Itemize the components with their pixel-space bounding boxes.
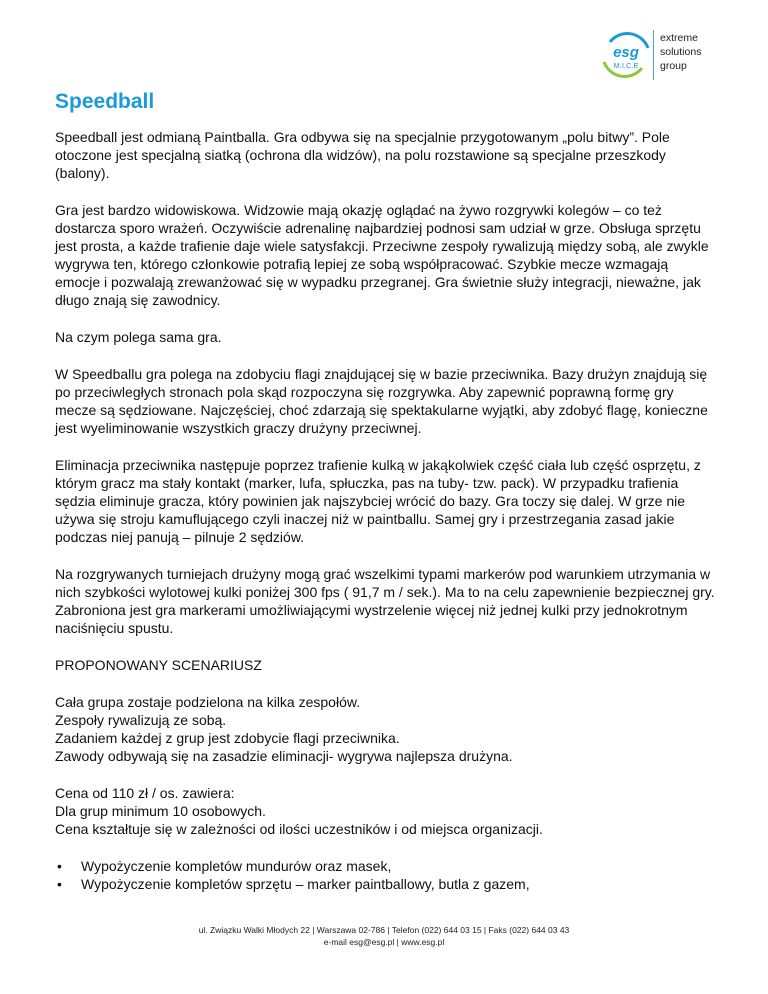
company-logo xyxy=(600,28,730,84)
list-item-text: Wypożyczenie kompletów mundurów oraz masek, xyxy=(81,858,392,874)
logo-line: group xyxy=(660,60,687,72)
bullet-icon: • xyxy=(57,876,62,892)
logo-line: extreme xyxy=(660,32,698,44)
page-title: Speedball xyxy=(55,90,155,113)
logo-divider xyxy=(653,30,654,80)
document-body xyxy=(55,90,715,893)
logo-sub-text: M.I.C.E xyxy=(613,61,639,70)
list-item-text: Wypożyczenie kompletów sprzętu – marker paintballowy, butla z gazem, xyxy=(81,876,530,892)
footer-address: ul. Związku Walki Młodych 22 | Warszawa 02-786 | Telefon (022) 644 03 15 | Faks (022) 644 03 43 xyxy=(198,925,570,935)
paragraph-rules: W Speedballu gra polega na zdobyciu flagi znajdującej się w bazie przeciwnika. Bazy drużyn znajdują się po przeciwległych stronach pola skąd rozpoczyna się rozgrywka. Aby zapewnić poprawną formę gry mecze są sędziowane. Najczęściej, choć zdarzają się spektakularne wyjątki, aby zdobyć flagę, konieczne jest wyeliminowanie wszystkich graczy drużyny przeciwnej. xyxy=(55,366,708,436)
logo-wordmark xyxy=(660,31,701,73)
list-item xyxy=(55,875,715,893)
paragraph-intro: Speedball jest odmianą Paintballa. Gra odbywa się na specjalnie przygotowanym „polu bitwy”. Pole otoczone jest specjalną siatką (ochrona dla widzów), na polu rozstawione są specjalne przeszkody (balony). xyxy=(55,129,670,181)
paragraph-spectacle: Gra jest bardzo widowiskowa. Widzowie mają okazję oglądać na żywo rozgrywki kolegów – co też dostarcza sporo wrażeń. Oczywiście adrenalinę najbardziej podnosi sam udział w grze. Obsługa sprzętu jest prosta, a każde trafienie daje wiele satysfakcji. Przeciwne zespoły rywalizują między sobą, ale zwykle wygrywa ten, którego członkowie potrafią lepiej ze sobą współpracować. Szybkie mecze wzmagają emocje i pozwalają zrewanżować się w wypadku przegranej. Gra świetnie służy integracji, nieważne, jak długo znają się zawodnicy. xyxy=(55,202,709,308)
price-line: Cena kształtuje się w zależności od ilości uczestników i od miejsca organizacji. xyxy=(55,821,543,837)
esg-logo-mark xyxy=(600,32,652,78)
price-block xyxy=(55,784,715,838)
scenario-line: Cała grupa zostaje podzielona na kilka zespołów. xyxy=(55,694,361,710)
logo-mark-text: esg xyxy=(613,44,639,61)
paragraph-question: Na czym polega sama gra. xyxy=(55,329,222,345)
bullet-icon: • xyxy=(57,858,62,874)
included-items-list xyxy=(55,857,715,893)
paragraph-elimination: Eliminacja przeciwnika następuje poprzez trafienie kulką w jakąkolwiek część ciała lub część osprzętu, z którym gracz ma stały kontakt (marker, lufa, spłuczka, pas na tuby- tzw. pack). W przypadku trafienia sędzia eliminuje gracza, który powinien jak najszybciej wrócić do bazy. Gra toczy się dalej. W grze nie używa się stroju kamuflującego czyli inaczej niż w paintballu. Samej gry i przestrzegania zasad jakie podczas niej panują – pilnuje 2 sędziów. xyxy=(55,457,701,545)
page-footer xyxy=(0,924,768,948)
price-line: Cena od 110 zł / os. zawiera: xyxy=(55,785,235,801)
footer-contact: e-mail esg@esg.pl | www.esg.pl xyxy=(323,937,445,947)
scenario-line: Zespoły rywalizują ze sobą. xyxy=(55,712,227,728)
scenario-line: Zawody odbywają się na zasadzie eliminacji- wygrywa najlepsza drużyna. xyxy=(55,748,513,764)
scenario-line: Zadaniem każdej z grup jest zdobycie flagi przeciwnika. xyxy=(55,730,400,746)
logo-line: solutions xyxy=(660,46,702,58)
scenario-block xyxy=(55,693,715,765)
section-heading-scenario: PROPONOWANY SCENARIUSZ xyxy=(55,657,262,673)
price-line: Dla grup minimum 10 osobowych. xyxy=(55,803,266,819)
list-item xyxy=(55,857,715,875)
paragraph-markers: Na rozgrywanych turniejach drużyny mogą grać wszelkimi typami markerów pod warunkiem utrzymania w nich szybkości wylotowej kulki poniżej 300 fps ( 91,7 m / sek.). Ma to na celu zapewnienie bezpiecznej gry. Zabroniona jest gra markerami umożliwiającymi wystrzelenie więcej niż jednej kulki przy jednokrotnym naciśnięciu spustu. xyxy=(55,566,715,636)
